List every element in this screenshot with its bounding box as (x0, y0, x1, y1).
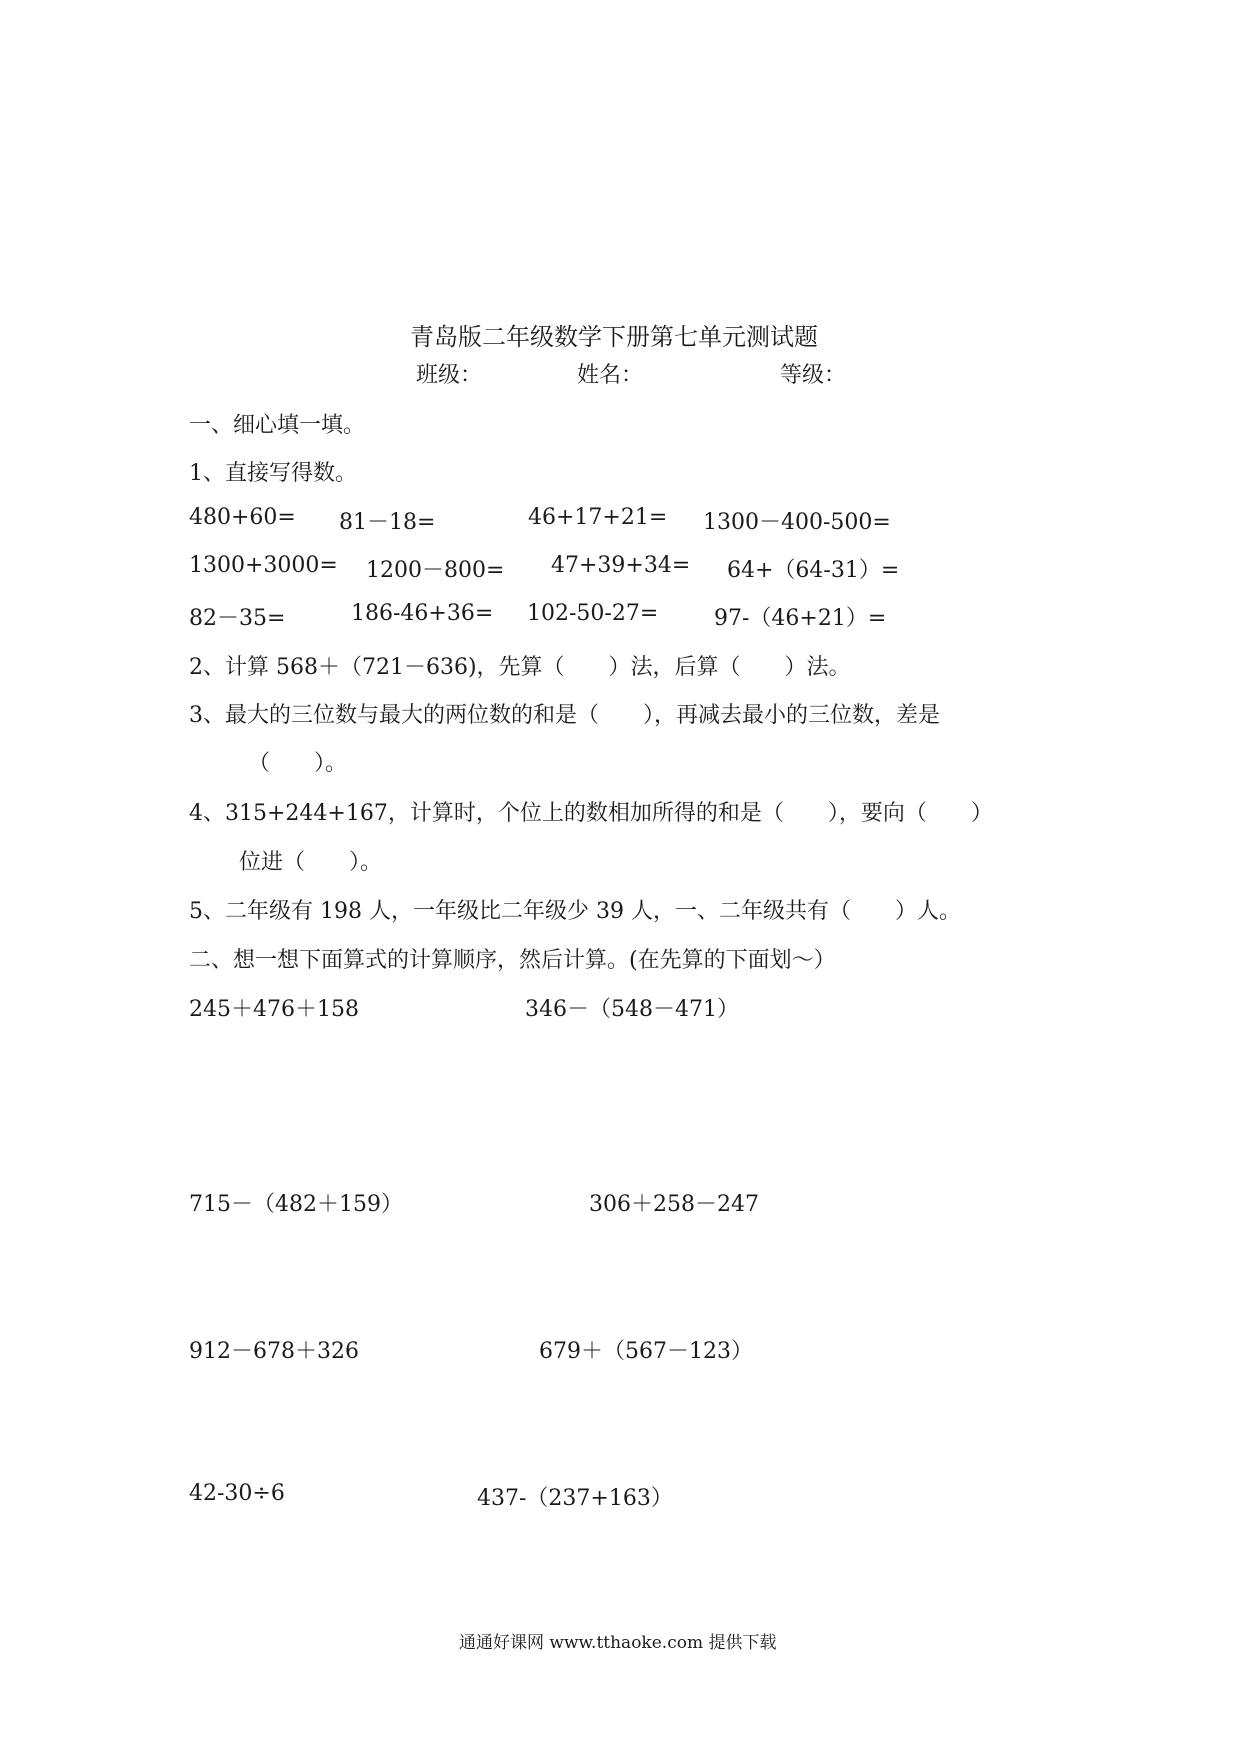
calc-item: 1300－400-500= (703, 510, 891, 535)
footer-credit: 通通好课网 www.tthaoke.com 提供下载 (459, 1633, 777, 1653)
q3-text: 3、最大的三位数与最大的两位数的和是（ ），再减去最小的三位数，差是 (189, 703, 940, 728)
calc-item: 1200－800= (366, 558, 505, 583)
q4-text-cont: 位进（ ）。 (239, 850, 383, 875)
expression-item: 679＋（567－123） (539, 1339, 753, 1364)
grade-label: 等级： (780, 363, 847, 388)
calc-item: 82－35= (189, 606, 286, 631)
q3-text-cont: （ ）。 (248, 751, 348, 776)
calc-item: 480+60= (189, 505, 296, 530)
expression-item: 245＋476＋158 (189, 997, 359, 1022)
expression-item: 42-30÷6 (189, 1481, 285, 1506)
page-title: 青岛版二年级数学下册第七单元测试题 (410, 323, 818, 351)
expression-item: 306＋258－247 (589, 1192, 759, 1217)
q2-text: 2、计算 568＋（721－636)，先算（ ）法，后算（ ）法。 (189, 655, 851, 680)
q4-text: 4、315+244+167，计算时，个位上的数相加所得的和是（ ），要向（ ） (189, 801, 993, 826)
expression-item: 912－678＋326 (189, 1339, 359, 1364)
calc-item: 64+（64-31）= (727, 558, 900, 583)
q1-label: 1、直接写得数。 (189, 461, 357, 486)
expression-item: 437-（237+163） (477, 1486, 673, 1511)
class-label: 班级： (416, 363, 483, 388)
expression-item: 715－（482＋159） (189, 1192, 403, 1217)
calc-item: 97-（46+21）= (714, 606, 887, 631)
calc-item: 81－18= (339, 510, 436, 535)
calc-item: 46+17+21= (528, 505, 668, 530)
calc-item: 186-46+36= (351, 601, 494, 626)
calc-item: 47+39+34= (551, 553, 691, 578)
section1-heading: 一、细心填一填。 (189, 413, 366, 438)
q5-text: 5、二年级有 198 人，一年级比二年级少 39 人，一、二年级共有（ ）人。 (189, 899, 961, 924)
calc-item: 102-50-27= (527, 601, 659, 626)
calc-item: 1300+3000= (189, 553, 338, 578)
section2-heading: 二、想一想下面算式的计算顺序，然后计算。(在先算的下面划～） (189, 948, 836, 973)
name-label: 姓名： (577, 363, 644, 388)
expression-item: 346－（548－471） (525, 997, 739, 1022)
